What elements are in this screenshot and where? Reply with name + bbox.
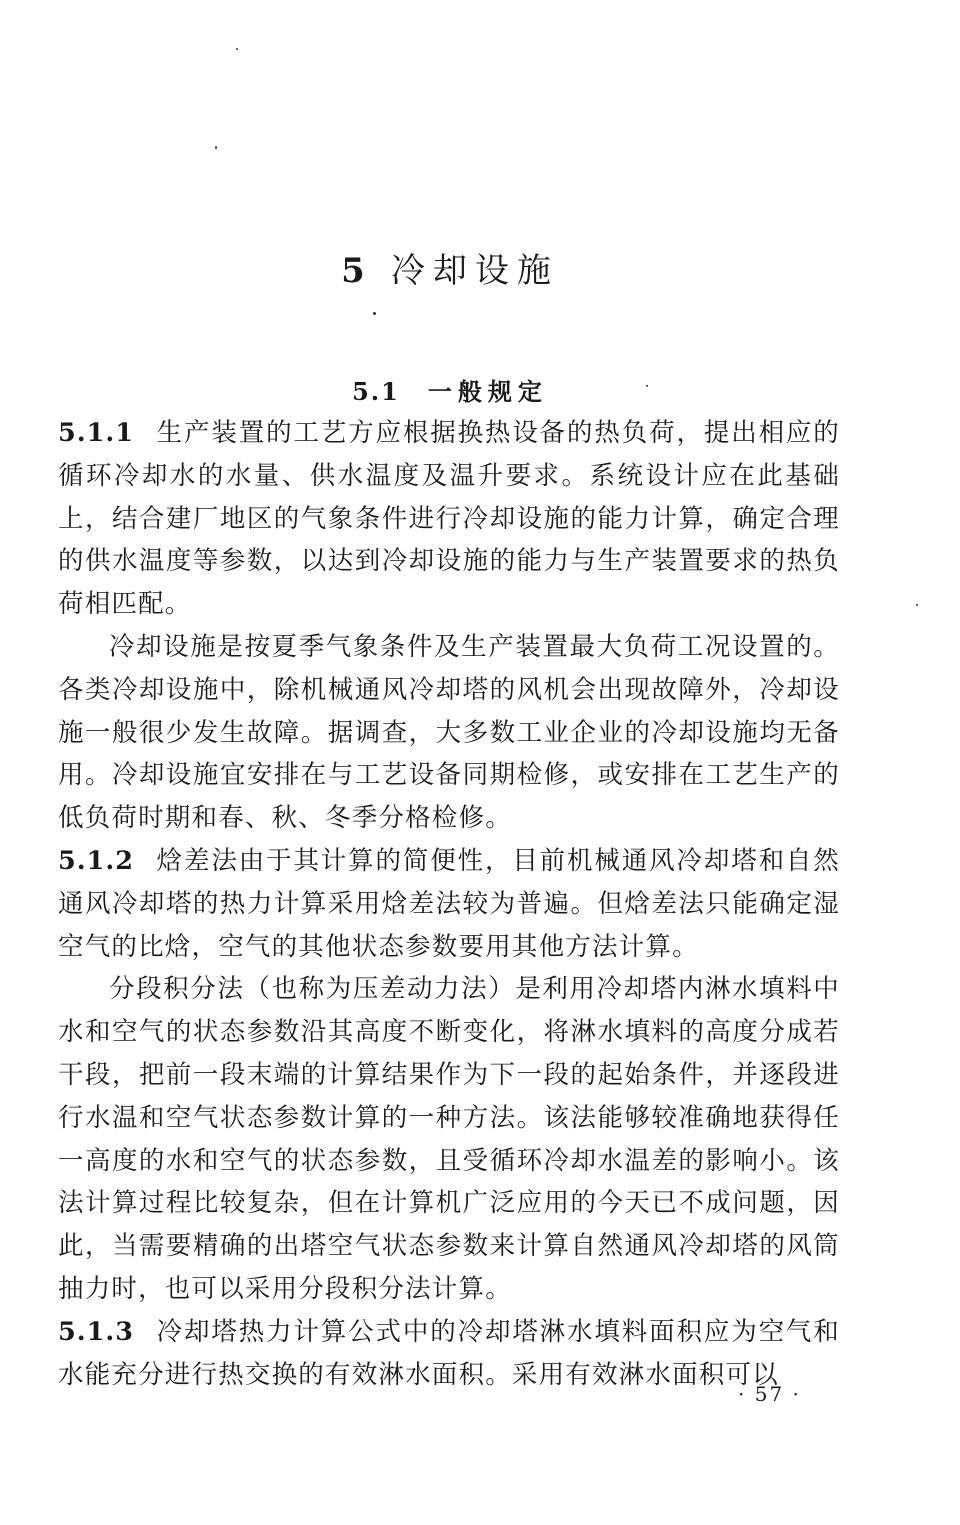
clause-paragraph [58,412,840,626]
scan-speck [215,146,217,149]
clause-number: 5.1.1 [58,418,134,448]
scan-speck [236,48,238,50]
paragraph-text: 冷却塔热力计算公式中的冷却塔淋水填料面积应为空气和水能充分进行热交换的有效淋水面积。采用有效淋水面积可以 [58,1316,840,1390]
section-number: 5.1 [352,376,400,406]
paragraph: 冷却设施是按夏季气象条件及生产装置最大负荷工况设置的。各类冷却设施中，除机械通风冷却塔的风机会出现故障外，冷却设施一般很少发生故障。据调查，大多数工业企业的冷却设施均无备用。冷却设施宜安排在与工艺设备同期检修，或安排在工艺生产的低负荷时期和春、秋、冬季分格检修。 [58,631,840,834]
scan-speck [373,312,376,315]
section-title [0,372,900,407]
paragraph: 分段积分法（也称为压差动力法）是利用冷却塔内淋水填料中水和空气的状态参数沿其高度不断变化，将淋水填料的高度分成若干段，把前一段末端的计算结果作为下一段的起始条件，并逐段进行水温和空气状态参数计算的一种方法。该法能够较准确地获得任一高度的水和空气的状态参数，且受循环冷却水温差的影响小。该法计算过程比较复杂，但在计算机广泛应用的今天已不成问题，因此，当需要精确的出塔空气状态参数来计算自然通风冷却塔的风筒抽力时，也可以采用分段积分法计算。 [58,974,840,1304]
clause-number: 5.1.3 [58,1316,134,1347]
section-title-text: 一般规定 [427,376,548,406]
paragraph-text: 生产装置的工艺方应根据换热设备的热负荷，提出相应的循环冷却水的水量、供水温度及温升要求。系统设计应在此基础上，结合建厂地区的气象条件进行冷却设施的能力计算，确定合理的供水温度等参数，以达到冷却设施的能力与生产装置要求的热负荷相匹配。 [58,418,840,620]
body-text [58,412,840,1396]
chapter-number: 5 [341,250,365,291]
scan-speck [916,604,918,606]
chapter-title-text: 冷却设施 [390,250,559,291]
clause-paragraph [58,1311,840,1397]
clause-number: 5.1.2 [58,845,134,876]
page-number: · 57 · [738,1382,801,1406]
chapter-title [0,243,900,292]
paragraph-text: 焓差法由于其计算的简便性，目前机械通风冷却塔和自然通风冷却塔的热力计算采用焓差法较为普遍。但焓差法只能确定湿空气的比焓，空气的其他状态参数要用其他方法计算。 [58,845,840,962]
clause-paragraph [58,840,840,968]
